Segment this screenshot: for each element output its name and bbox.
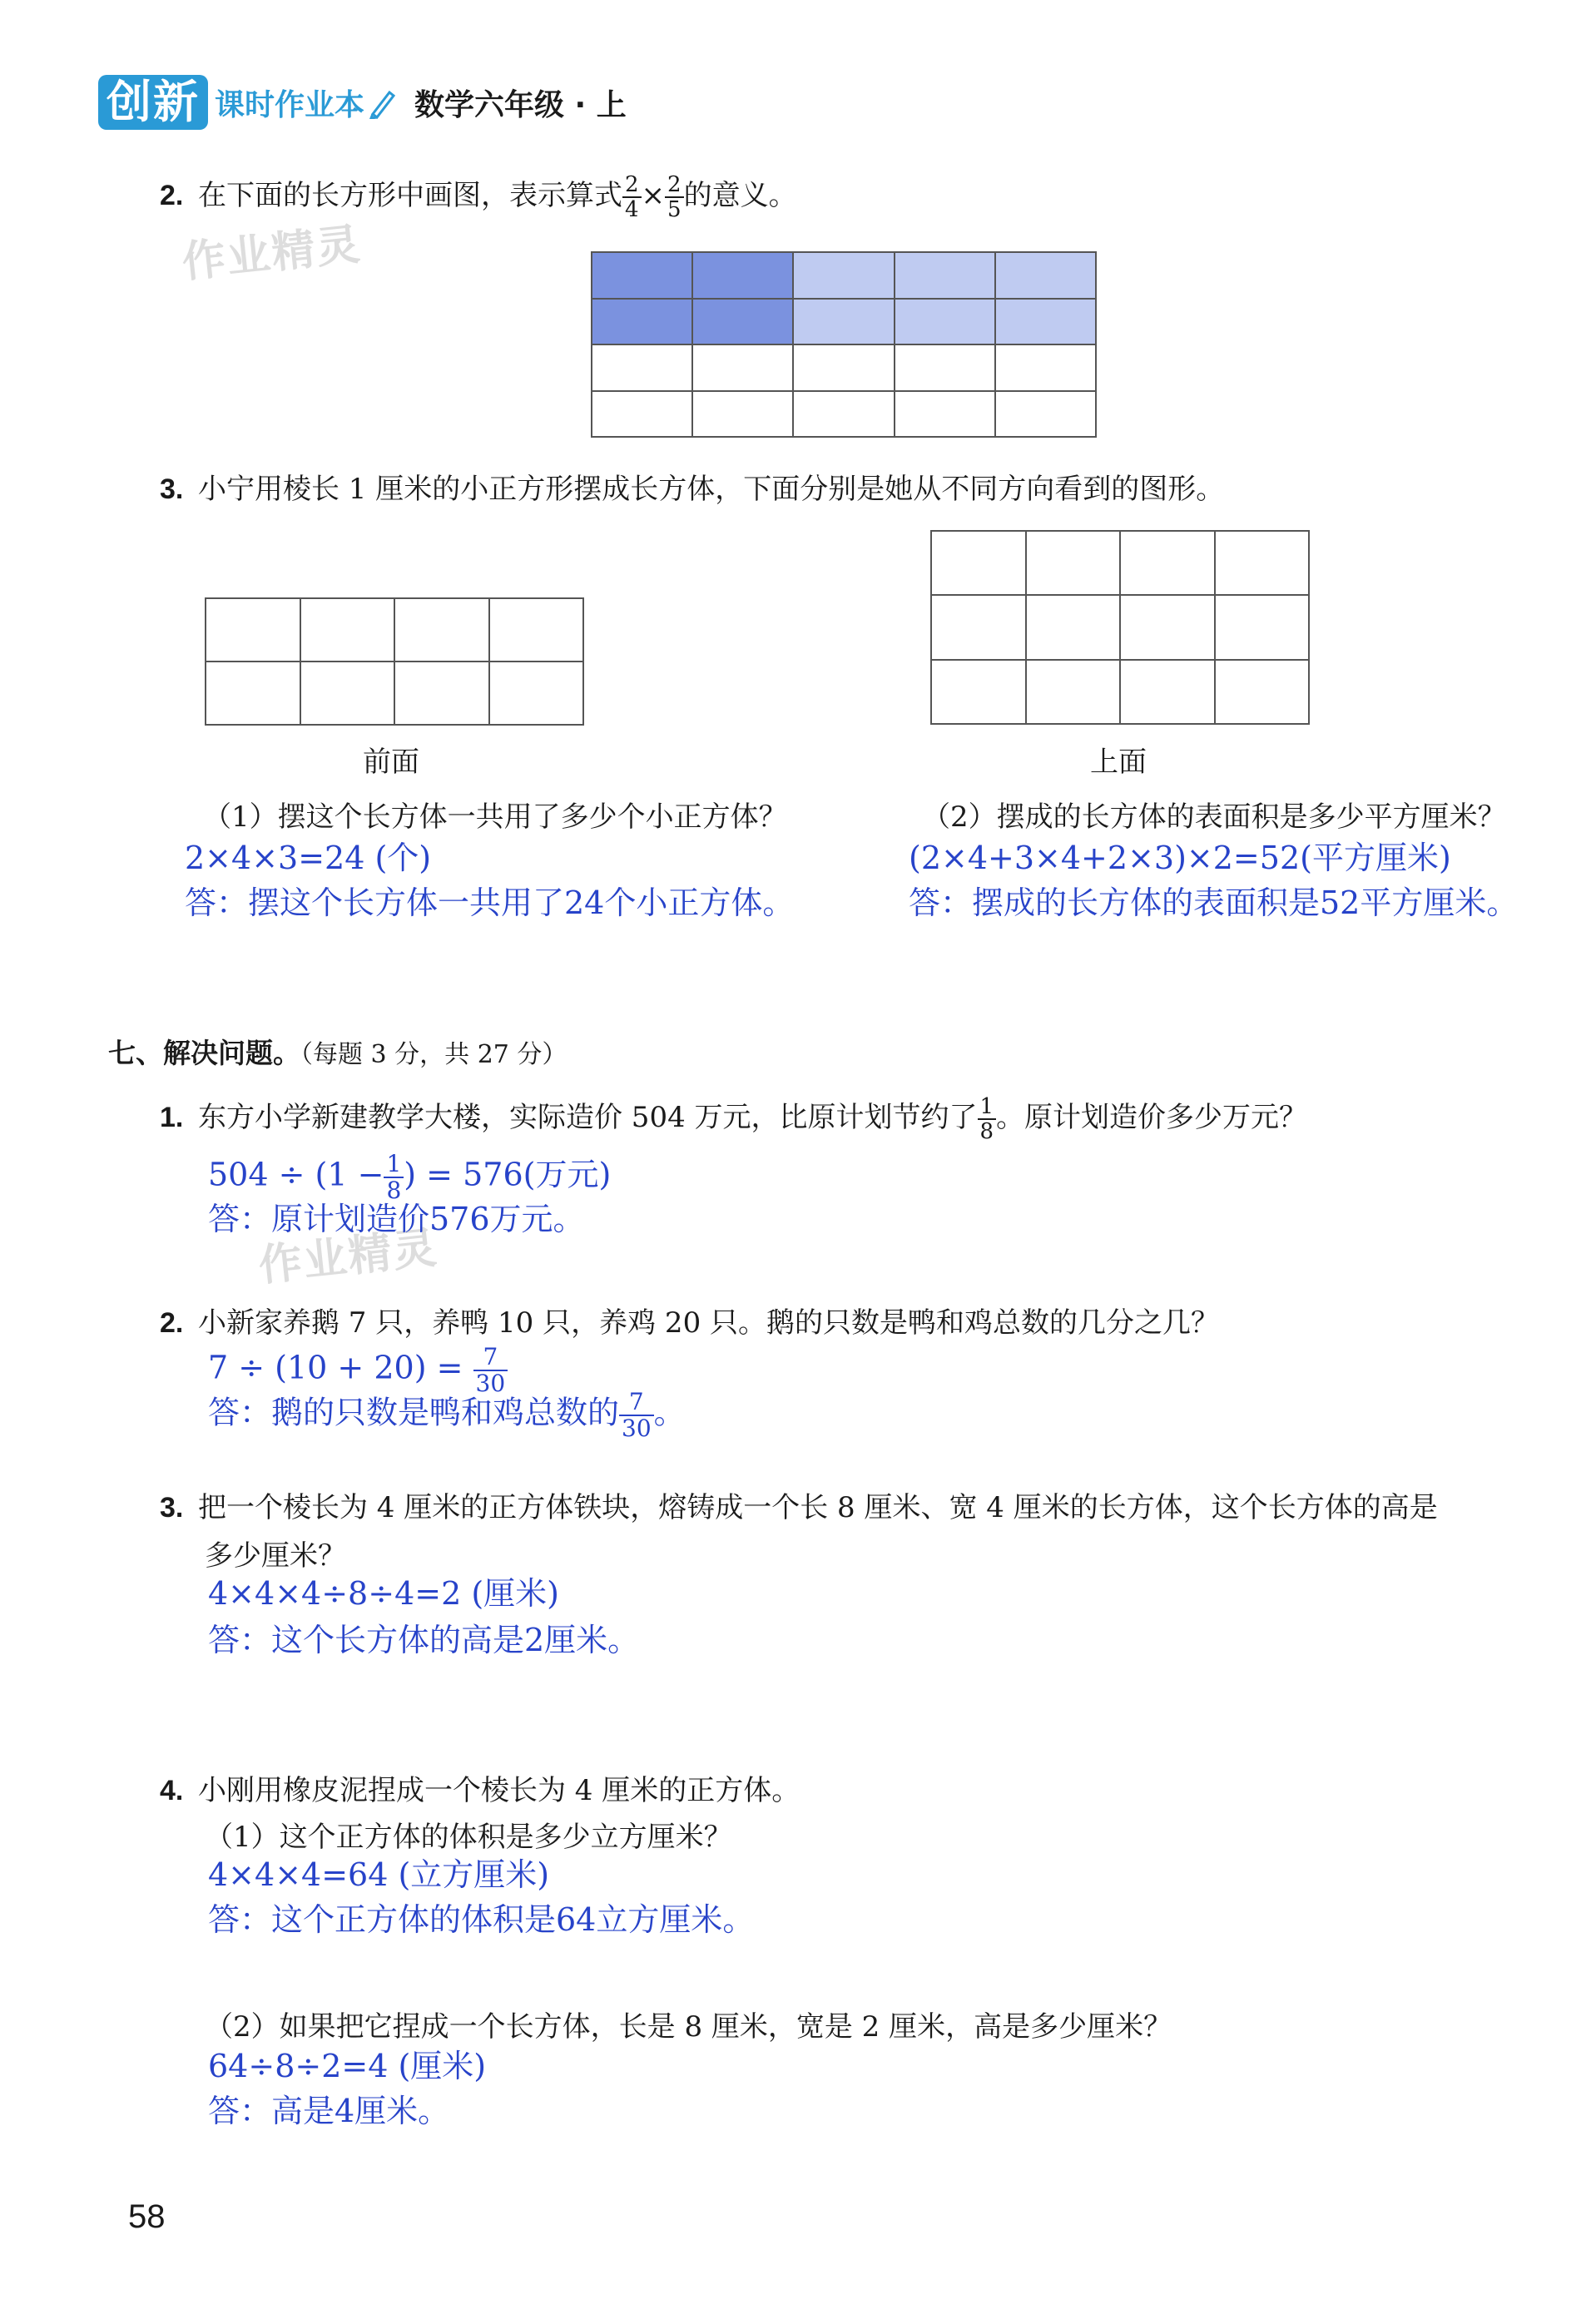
question-2 (160, 173, 797, 221)
question-text: 把一个棱长为 4 厘米的正方体铁块，熔铸成一个长 8 厘米、宽 4 厘米的长方体，这个长方体的高是 (198, 1491, 1438, 1524)
work-text-end: ) = 576(万元) (404, 1156, 612, 1193)
grid-cell (932, 532, 1027, 596)
fraction (665, 173, 684, 221)
fraction-denominator: 8 (979, 1119, 994, 1144)
fraction-denominator: 8 (386, 1177, 402, 1204)
grid-cell (206, 599, 301, 662)
grid-cell-shaded (895, 300, 996, 346)
problem-1-work (208, 1152, 611, 1203)
fraction (622, 173, 642, 221)
fraction (619, 1390, 654, 1441)
answer-text-end: 。 (653, 1394, 686, 1431)
fraction-numerator: 1 (978, 1095, 997, 1120)
grid-cell (1216, 596, 1311, 660)
grid-cell (395, 662, 490, 726)
grid-cell (490, 662, 585, 726)
shading-rectangle (591, 251, 1097, 438)
fraction-numerator: 1 (384, 1152, 404, 1178)
question-text: 东方小学新建教学大楼，实际造价 504 万元，比原计划节约了 (198, 1101, 978, 1134)
grid-cell (1216, 532, 1311, 596)
grid-cell (932, 596, 1027, 660)
q3-sub1-work: 2×4×3=24 (个) (185, 840, 432, 876)
work-text: 7 ÷ (10 + 20) = (208, 1349, 463, 1386)
q3-sub1-answer: 答：摆这个长方体一共用了24个小正方体。 (185, 885, 795, 921)
grid-cell (301, 599, 396, 662)
q3-sub2-work: (2×4+3×4+2×3)×2=52(平方厘米) (909, 840, 1451, 876)
grid-cell (592, 392, 693, 439)
problem-4-sub1-work: 4×4×4=64 (立方厘米) (208, 1856, 550, 1893)
times-sign: × (641, 179, 666, 212)
grid-cell (693, 392, 794, 439)
watermark: 作业精灵 (256, 1222, 441, 1292)
grid-cell-double-shaded (693, 300, 794, 346)
grid-cell (1027, 661, 1122, 725)
section-7-title (108, 1032, 567, 1071)
grid-cell (1121, 596, 1216, 660)
q3-sub2-answer: 答：摆成的长方体的表面积是52平方厘米。 (909, 885, 1519, 921)
logo-subtitle: 课时作业本 (215, 87, 365, 122)
question-number: 1. (160, 1102, 184, 1133)
fraction-numerator: 2 (622, 173, 642, 198)
grid-cell (794, 392, 895, 439)
problem-1-answer: 答：原计划造价576万元。 (208, 1201, 585, 1237)
q3-sub1-question: （1）摆这个长方体一共用了多少个小正方体？ (203, 800, 787, 834)
problem-3-answer: 答：这个长方体的高是2厘米。 (208, 1622, 640, 1658)
fraction-denominator: 4 (625, 197, 639, 222)
fraction (473, 1345, 508, 1396)
watermark: 作业精灵 (180, 219, 364, 289)
problem-4-sub1-question: （1）这个正方体的体积是多少立方厘米？ (205, 1821, 732, 1854)
grid-cell-shaded (794, 300, 895, 346)
grid-cell-shaded (895, 253, 996, 300)
question-number: 2. (160, 1307, 184, 1339)
page-number: 58 (128, 2198, 166, 2235)
grid-cell (490, 599, 585, 662)
grid-cell (1027, 532, 1122, 596)
front-view-grid (205, 597, 584, 726)
grid-cell (592, 345, 693, 392)
grid-cell (206, 662, 301, 726)
grid-cell (693, 345, 794, 392)
pencil-icon (368, 86, 396, 119)
question-text: 在下面的长方形中画图，表示算式 (198, 179, 622, 212)
fraction-denominator: 30 (475, 1370, 506, 1397)
problem-3-line2: 多少厘米？ (205, 1539, 346, 1573)
front-view-label: 前面 (363, 746, 419, 779)
header (98, 73, 627, 131)
grid-cell (794, 345, 895, 392)
q3-sub2-question: （2）摆成的长方体的表面积是多少平方厘米？ (922, 800, 1506, 834)
grid-cell-shaded (794, 253, 895, 300)
problem-3 (160, 1489, 1438, 1526)
problem-2 (160, 1305, 1219, 1341)
grid-cell-double-shaded (592, 253, 693, 300)
fraction-denominator: 30 (622, 1415, 652, 1442)
section-title-text: 七、解决问题。 (108, 1037, 300, 1069)
grid-cell (1216, 661, 1311, 725)
top-view-label: 上面 (1090, 746, 1147, 779)
fraction-numerator: 7 (473, 1345, 508, 1371)
fraction-numerator: 2 (665, 173, 684, 198)
problem-1 (160, 1095, 1307, 1143)
problem-2-answer (208, 1390, 686, 1441)
answer-text: 答：鹅的只数是鸭和鸡总数的 (208, 1394, 620, 1431)
question-text: 小新家养鹅 7 只，养鸭 10 只，养鸡 20 只。鹅的只数是鸭和鸡总数的几分之几？ (198, 1306, 1220, 1340)
grid-cell (895, 345, 996, 392)
book-title: 数学六年级 · 上 (414, 87, 627, 122)
question-text-end: 。原计划造价多少万元？ (996, 1101, 1308, 1134)
fraction (384, 1152, 404, 1203)
question-text: 小刚用橡皮泥捏成一个棱长为 4 厘米的正方体。 (198, 1774, 800, 1807)
grid-cell (301, 662, 396, 726)
logo: 创新 (98, 75, 208, 130)
grid-cell (996, 345, 1097, 392)
grid-cell (1121, 661, 1216, 725)
fraction-numerator: 7 (619, 1390, 654, 1416)
problem-2-work (208, 1345, 508, 1396)
problem-4-sub2-answer: 答：高是4厘米。 (208, 2093, 450, 2129)
question-number: 4. (160, 1775, 184, 1806)
grid-cell (895, 392, 996, 439)
grid-cell (1121, 532, 1216, 596)
grid-cell (932, 661, 1027, 725)
grid-cell (1027, 596, 1122, 660)
problem-4-sub1-answer: 答：这个正方体的体积是64立方厘米。 (208, 1901, 755, 1938)
grid-cell (996, 392, 1097, 439)
section-score-note: （每题 3 分，共 27 分） (300, 1040, 568, 1069)
question-3 (160, 471, 1224, 508)
question-text: 小宁用棱长 1 厘米的小正方形摆成长方体，下面分别是她从不同方向看到的图形。 (198, 473, 1225, 506)
question-number: 2. (160, 180, 184, 211)
question-number: 3. (160, 1492, 184, 1524)
grid-cell (395, 599, 490, 662)
question-text-end: 的意义。 (683, 179, 797, 212)
work-text: 504 ÷ (1 − (208, 1156, 384, 1193)
grid-cell-double-shaded (693, 253, 794, 300)
problem-4-sub2-work: 64÷8÷2=4 (厘米) (208, 2048, 487, 2084)
problem-4-sub2-question: （2）如果把它捏成一个长方体，长是 8 厘米，宽是 2 厘米，高是多少厘米？ (205, 2010, 1172, 2044)
problem-3-work: 4×4×4÷8÷4=2 (厘米) (208, 1575, 559, 1612)
question-number: 3. (160, 473, 184, 505)
grid-cell-shaded (996, 300, 1097, 346)
fraction-denominator: 5 (667, 197, 682, 222)
fraction (978, 1095, 997, 1143)
top-view-grid (930, 530, 1310, 725)
grid-cell-shaded (996, 253, 1097, 300)
grid-cell-double-shaded (592, 300, 693, 346)
problem-4 (160, 1772, 800, 1809)
